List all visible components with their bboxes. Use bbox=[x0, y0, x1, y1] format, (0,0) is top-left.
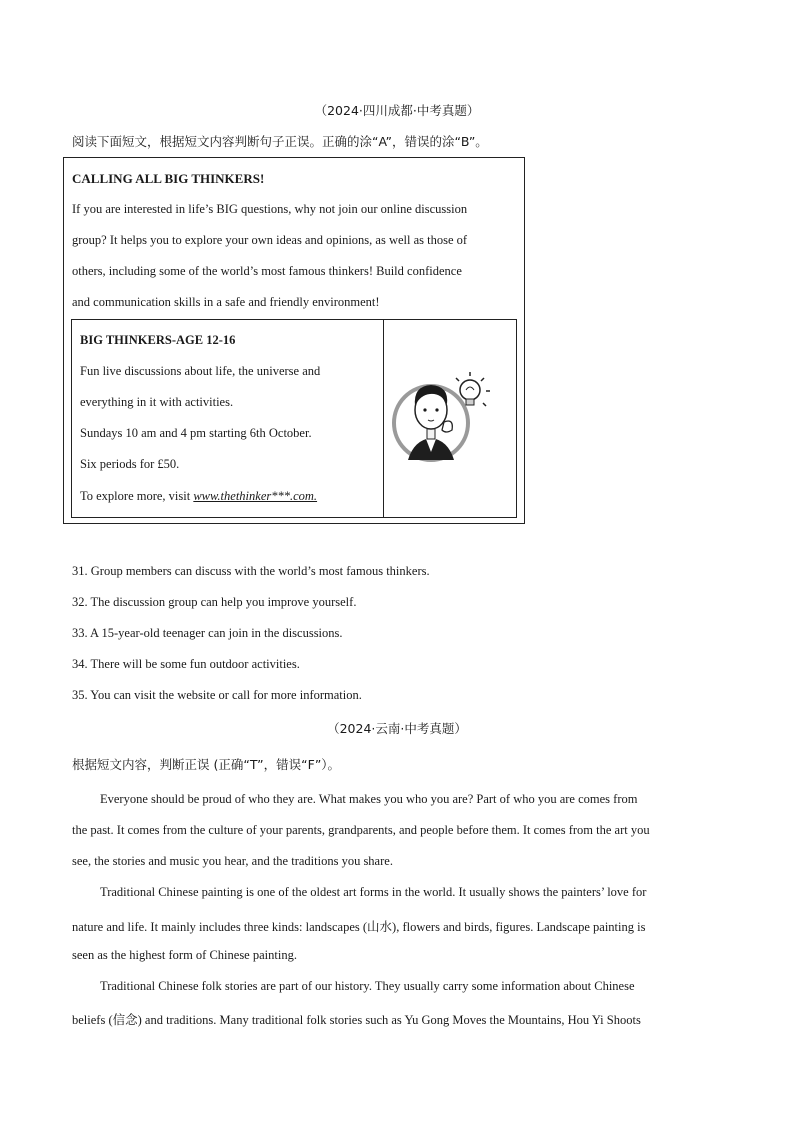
box-line: Sundays 10 am and 4 pm starting 6th October. bbox=[80, 426, 312, 440]
question-item: 31. Group members can discuss with the world’s most famous thinkers. bbox=[72, 564, 430, 578]
passage-line: Traditional Chinese painting is one of the oldest art forms in the world. It usually shows the painters’ love for bbox=[100, 885, 647, 899]
passage-line: see, the stories and music you hear, and the traditions you share. bbox=[72, 854, 393, 868]
ad-intro-line: group? It helps you to explore your own ideas and opinions, as well as those of bbox=[72, 233, 468, 247]
ad-inner-divider bbox=[383, 319, 384, 517]
passage-line: Traditional Chinese folk stories are part of our history. They usually carry some information about Chinese bbox=[100, 979, 635, 993]
section1-instruction: 阅读下面短文，根据短文内容判断句子正误。正确的涂“A”，错误的涂“B”。 bbox=[72, 134, 488, 149]
box-visit-line bbox=[80, 489, 317, 504]
thinker-lightbulb-icon bbox=[386, 360, 504, 470]
website-link[interactable]: www.thethinker***.com. bbox=[193, 489, 318, 503]
passage-line: Everyone should be proud of who they are. What makes you who you are? Part of who you are comes from bbox=[100, 792, 638, 806]
ad-intro-line: others, including some of the world’s most famous thinkers! Build confidence bbox=[72, 264, 462, 278]
passage-line: nature and life. It mainly includes three kinds: landscapes (山水), flowers and birds, figures. Landscape painting is bbox=[72, 920, 646, 934]
ad-intro-line: If you are interested in life’s BIG questions, why not join our online discussion bbox=[72, 202, 468, 216]
passage-line: seen as the highest form of Chinese painting. bbox=[72, 948, 297, 962]
passage-line: the past. It comes from the culture of your parents, grandparents, and people before them. It comes from the art you bbox=[72, 823, 650, 837]
section1-source: （2024·四川成都·中考真题） bbox=[314, 103, 480, 118]
box-line: Fun live discussions about life, the universe and bbox=[80, 364, 321, 378]
question-item: 34. There will be some fun outdoor activities. bbox=[72, 657, 300, 671]
question-item: 35. You can visit the website or call for more information. bbox=[72, 688, 362, 702]
visit-text: To explore more, visit bbox=[80, 489, 194, 503]
box-title: BIG THINKERS-AGE 12-16 bbox=[80, 333, 236, 347]
question-item: 33. A 15-year-old teenager can join in the discussions. bbox=[72, 626, 343, 640]
ad-intro-line: and communication skills in a safe and friendly environment! bbox=[72, 295, 380, 309]
ad-headline: CALLING ALL BIG THINKERS! bbox=[72, 171, 265, 186]
section2-instruction: 根据短文内容，判断正误 (正确“T”，错误“F”）。 bbox=[72, 757, 341, 772]
box-line: Six periods for £50. bbox=[80, 457, 180, 471]
passage-line: beliefs (信念) and traditions. Many traditional folk stories such as Yu Gong Moves the Mountains, Hou Yi Shoots bbox=[72, 1013, 641, 1027]
box-line: everything in it with activities. bbox=[80, 395, 234, 409]
question-item: 32. The discussion group can help you improve yourself. bbox=[72, 595, 357, 609]
section2-source: （2024·云南·中考真题） bbox=[327, 721, 467, 736]
